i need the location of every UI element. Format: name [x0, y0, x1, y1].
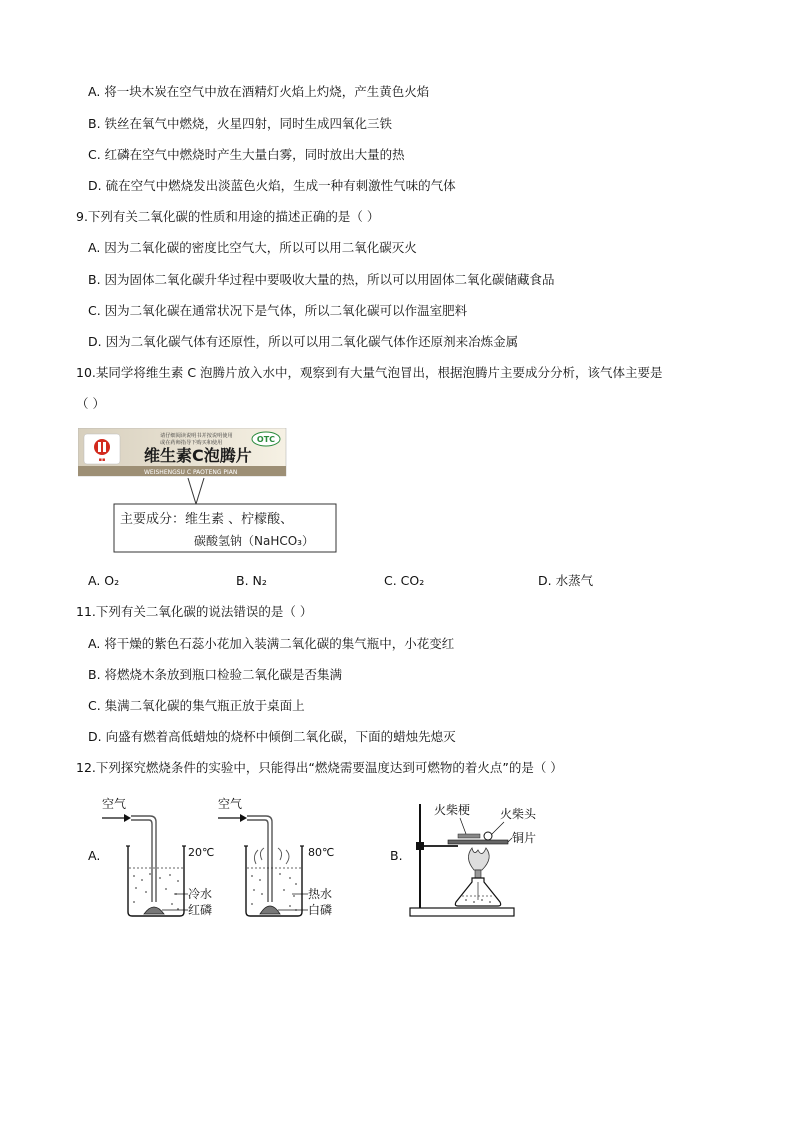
match-stick: [458, 834, 480, 838]
q8-option-a: A. 将一块木炭在空气中放在酒精灯火焰上灼烧，产生黄色火焰: [88, 84, 430, 99]
q9-stem: 9.下列有关二氧化碳的性质和用途的描述正确的是（ ）: [76, 209, 380, 224]
q10-stem-line1: 10.某同学将维生素 C 泡腾片放入水中，观察到有大量气泡冒出，根据泡腾片主要成分分析，该气体主要是: [76, 365, 663, 380]
label-small-text-2: 或在药师指导下购买和使用: [160, 440, 223, 446]
match-stick-label: 火柴梗: [434, 803, 471, 817]
flame-icon: [468, 848, 489, 870]
fig-b-copper-plate: [404, 794, 554, 920]
svg-text:▪▪: ▪▪: [98, 457, 106, 463]
otc-text: OTC: [256, 435, 276, 444]
white-phosphorus-label: 白磷: [308, 903, 333, 917]
q11-option-b: B. 将燃烧木条放到瓶口检验二氧化碳是否集满: [88, 667, 343, 682]
q10-option-d: D. 水蒸气: [538, 573, 594, 588]
q11-option-c: C. 集满二氧化碳的集气瓶正放于桌面上: [88, 698, 305, 713]
hot-water-label: 热水: [308, 887, 333, 901]
q10-option-b: B. N₂: [236, 573, 267, 588]
q9-option-c: C. 因为二氧化碳在通常状况下是气体，所以二氧化碳可以作温室肥料: [88, 303, 468, 318]
q9-option-d: D. 因为二氧化碳气体有还原性，所以可以用二氧化碳气体作还原剂来冶炼金属: [88, 334, 519, 349]
q10-option-c: C. CO₂: [384, 573, 425, 588]
brand-logo-icon: [84, 434, 120, 464]
q10-option-a: A. O₂: [88, 573, 120, 588]
white-phosphorus: [260, 906, 280, 914]
air-label-1: 空气: [102, 797, 127, 811]
product-pinyin: WEISHENGSU C PAOTENG PIAN: [144, 469, 238, 476]
q9-option-a: A. 因为二氧化碳的密度比空气大，所以可以用二氧化碳灭火: [88, 240, 417, 255]
red-phosphorus: [144, 907, 164, 914]
stand-base: [410, 908, 514, 916]
cold-water-label: 冷水: [188, 887, 213, 901]
red-phosphorus-label: 红磷: [188, 903, 213, 917]
q10-stem-line2: （ ）: [76, 396, 105, 411]
q12-option-b-label: B.: [390, 848, 403, 863]
q12-stem: 12.下列探究燃烧条件的实验中，只能得出“燃烧需要温度达到可燃物的着火点”的是（ ）: [76, 760, 563, 775]
q8-option-b: B. 铁丝在氧气中燃烧，火星四射，同时生成四氧化三铁: [88, 116, 393, 131]
vitamin-c-label-figure: [78, 428, 340, 556]
match-head-label: 火柴头: [500, 807, 537, 821]
product-name: 维生素C泡腾片: [144, 446, 252, 465]
match-head: [484, 832, 492, 840]
q8-option-c: C. 红磷在空气中燃烧时产生大量白雾，同时放出大量的热: [88, 147, 405, 162]
ingredients-line2: 碳酸氢钠（NaHCO₃）: [194, 534, 314, 548]
q11-option-d: D. 向盛有燃着高低蜡烛的烧杯中倾倒二氧化碳，下面的蜡烛先熄灭: [88, 729, 456, 744]
label-small-text-1: 请仔细阅读说明书并按说明使用: [160, 433, 233, 439]
air-label-2: 空气: [218, 797, 243, 811]
ingredients-line1: 主要成分：维生素 、柠檬酸、: [120, 512, 294, 527]
temp-label-2: 80℃: [308, 846, 335, 859]
q12-option-a-label: A.: [88, 848, 101, 863]
fig-a-beakers: [100, 794, 350, 926]
q11-stem: 11.下列有关二氧化碳的说法错误的是（ ）: [76, 604, 313, 619]
q11-option-a: A. 将干燥的紫色石蕊小花加入装满二氧化碳的集气瓶中，小花变红: [88, 636, 455, 651]
q8-option-d: D. 硫在空气中燃烧发出淡蓝色火焰，生成一种有刺激性气味的气体: [88, 178, 456, 193]
copper-plate: [448, 840, 508, 844]
temp-label-1: 20℃: [188, 846, 215, 859]
copper-label: 铜片: [512, 831, 537, 845]
q9-option-b: B. 因为固体二氧化碳升华过程中要吸收大量的热，所以可以用固体二氧化碳储藏食品: [88, 272, 555, 287]
